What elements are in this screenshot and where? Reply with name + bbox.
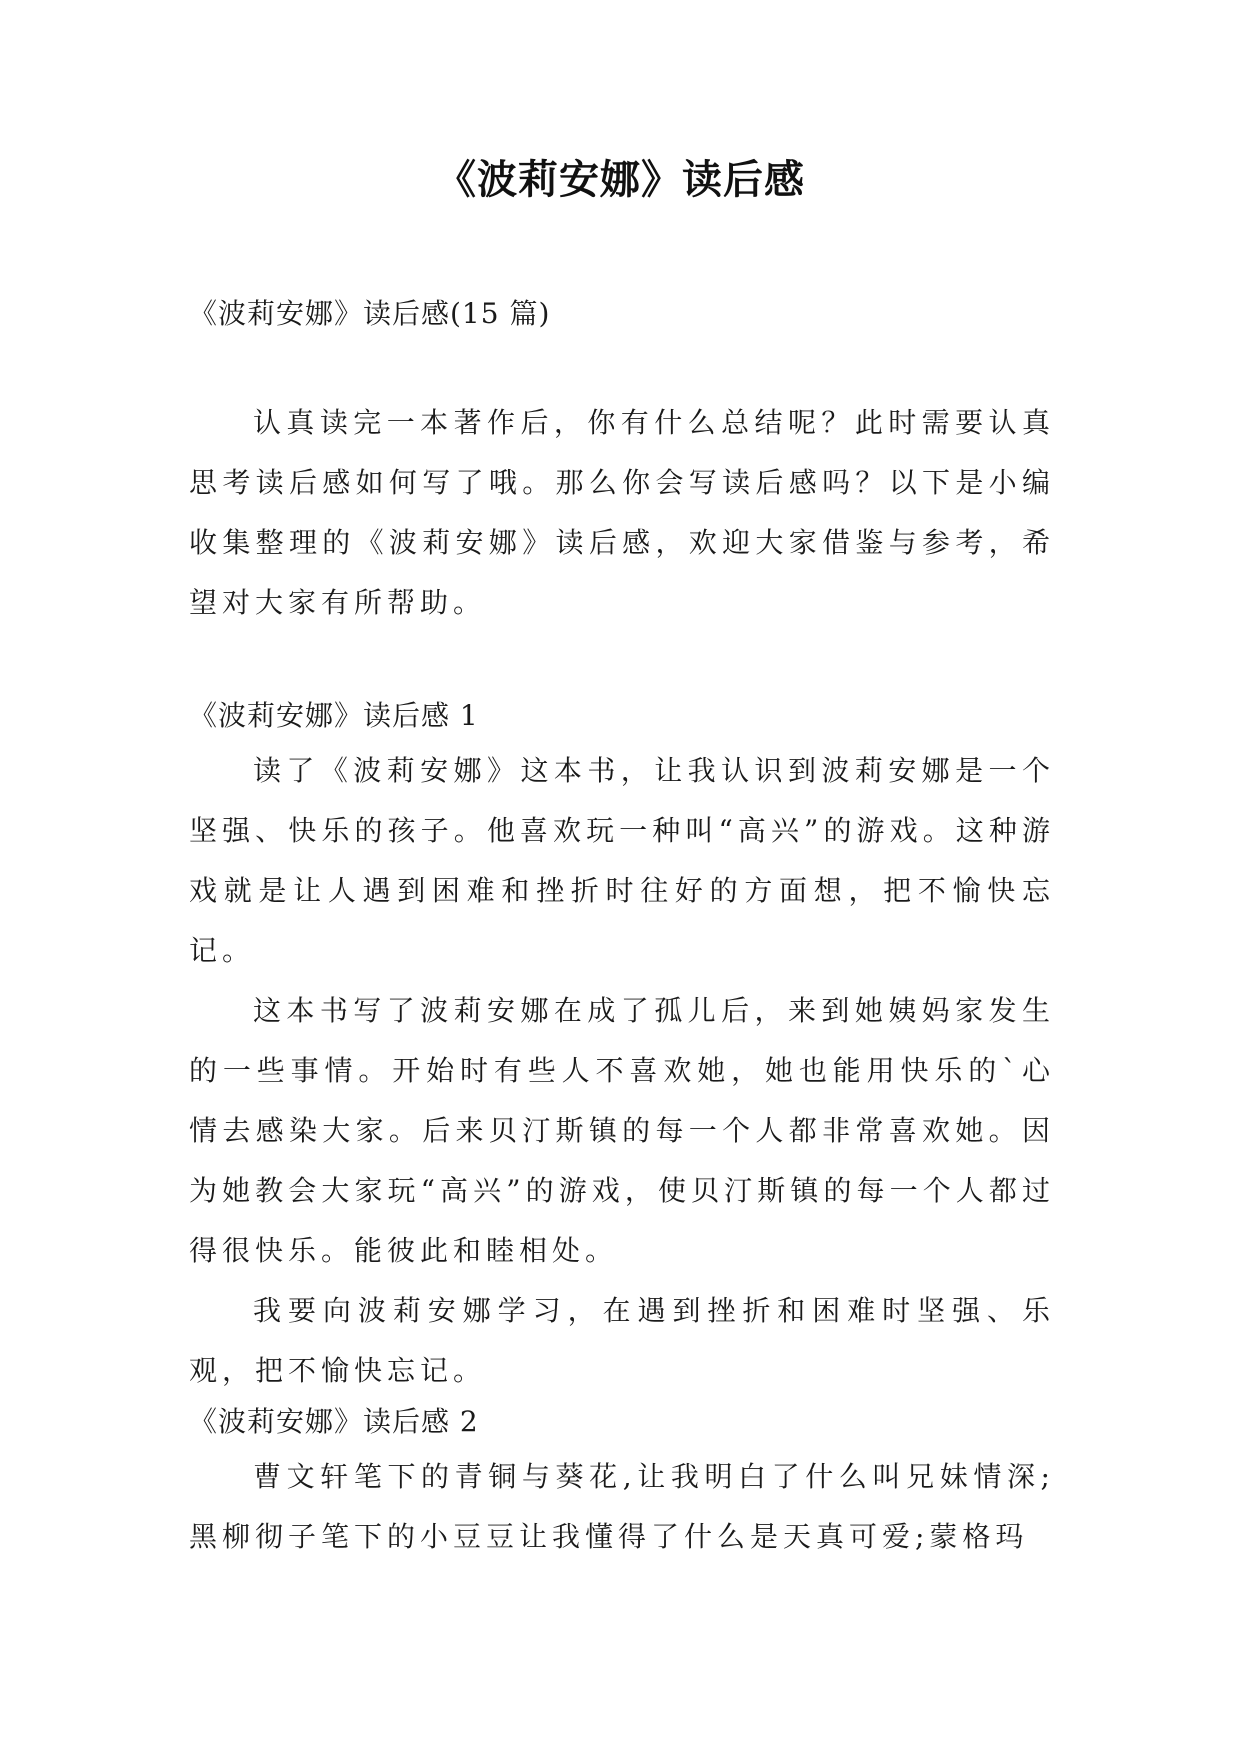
- section-paragraph: 我要向波莉安娜学习，在遇到挫折和困难时坚强、乐观，把不愉快忘记。: [189, 1294, 1055, 1387]
- intro-paragraph: 认真读完一本著作后，你有什么总结呢？此时需要认真思考读后感如何写了哦。那么你会写读后感吗？以下是小编收集整理的《波莉安娜》读后感，欢迎大家借鉴与参考，希望对大家有所帮助。: [189, 406, 1055, 619]
- section-paragraph: 这本书写了波莉安娜在成了孤儿后，来到她姨妈家发生的一些事情。开始时有些人不喜欢她，她也能用快乐的`心情去感染大家。后来贝汀斯镇的每一个人都非常喜欢她。因为她教会大家玩“高兴”的游戏，使贝汀斯镇的每一个人都过得很快乐。能彼此和睦相处。: [189, 994, 1055, 1267]
- section-heading: 《波莉安娜》读后感 2: [189, 1405, 479, 1438]
- section-paragraph: 读了《波莉安娜》这本书，让我认识到波莉安娜是一个坚强、快乐的孩子。他喜欢玩一种叫“高兴”的游戏。这种游戏就是让人遇到困难和挫折时往好的方面想，把不愉快忘记。: [189, 754, 1055, 967]
- section-paragraph: 曹文轩笔下的青铜与葵花,让我明白了什么叫兄妹情深;黑柳彻子笔下的小豆豆让我懂得了什么是天真可爱;蒙格玛: [189, 1460, 1055, 1553]
- spacer: [189, 633, 1055, 695]
- section-2: [189, 1401, 1055, 1567]
- document-body: [189, 293, 1055, 1567]
- section-1: [189, 695, 1055, 1401]
- document-subtitle: 《波莉安娜》读后感(15 篇): [189, 297, 551, 330]
- document-title: 《波莉安娜》读后感: [436, 157, 805, 203]
- spacer: [189, 335, 1055, 393]
- section-heading: 《波莉安娜》读后感 1: [189, 699, 479, 732]
